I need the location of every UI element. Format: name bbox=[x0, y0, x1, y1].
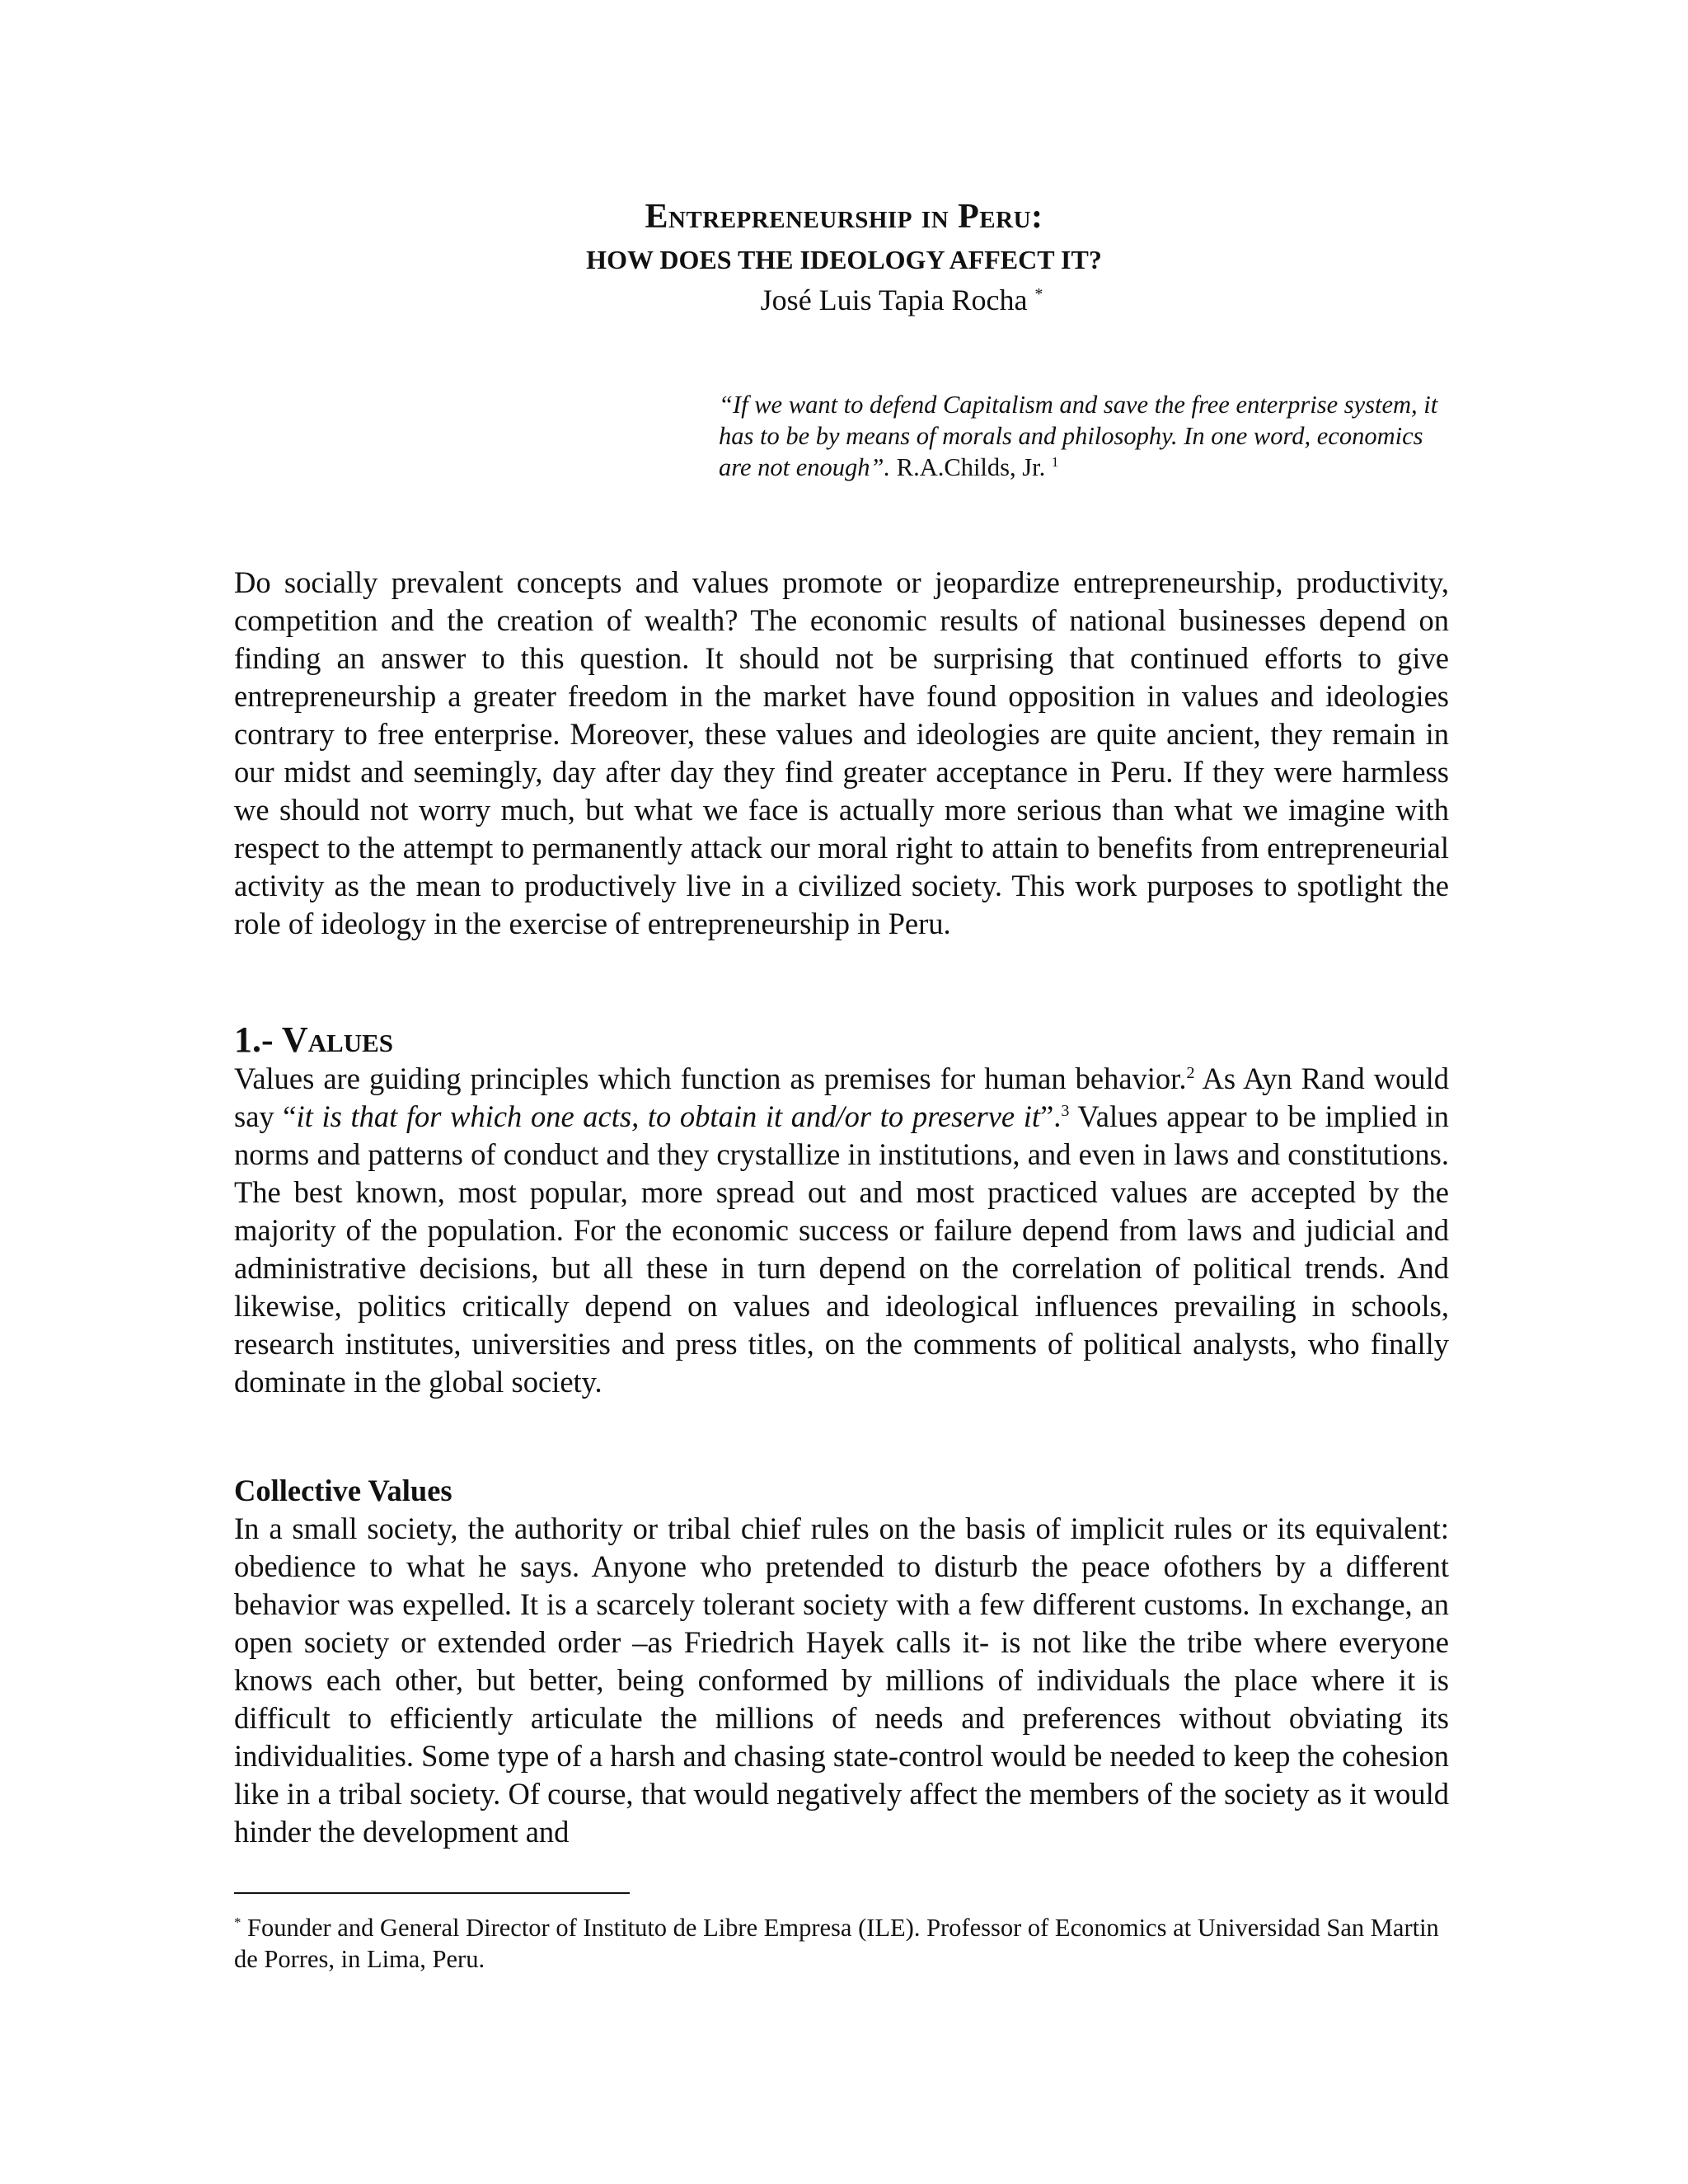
footnote-text: Founder and General Director of Instituto de Libre Empresa (ILE). Professor of Economics at Universidad San Martin de Porres, in Lima, Peru. bbox=[234, 1914, 1439, 1973]
footnote-ref-3: 3 bbox=[1061, 1101, 1070, 1120]
page-subtitle: HOW DOES THE IDEOLOGY AFFECT IT? bbox=[586, 245, 1102, 274]
values-text-mid: As Ayn Rand would say “ bbox=[234, 1062, 1449, 1133]
ayn-rand-quote: it is that for which one acts, to obtain it and/or to preserve it bbox=[296, 1099, 1041, 1133]
footnote bbox=[234, 1912, 1449, 1975]
author-footnote-mark: * bbox=[1034, 285, 1043, 303]
author-line bbox=[0, 280, 1688, 320]
epigraph-quote: “If we want to defend Capitalism and save the free enterprise system, it has to be by means of morals and philosophy. In one word, economics are not enough”. bbox=[719, 391, 1438, 481]
epigraph-attribution: R.A.Childs, Jr. bbox=[896, 453, 1046, 481]
author-name: José Luis Tapia Rocha bbox=[760, 284, 1028, 316]
footnote-divider bbox=[234, 1892, 630, 1894]
epigraph bbox=[719, 389, 1444, 483]
epigraph-note-ref: 1 bbox=[1051, 453, 1059, 470]
values-paragraph bbox=[234, 1060, 1449, 1401]
intro-paragraph: Do socially prevalent concepts and values promote or jeopardize entrepreneurship, productivity, competition and the creation of wealth? The economic results of national businesses depend on finding an answer to this question. It should not be surprising that continued efforts to give entrepreneurship a greater freedom in the market have found opposition in values and ideologies contrary to free enterprise. Moreover, these values and ideologies are quite ancient, they remain in our midst and seemingly, day after day they find greater acceptance in Peru. If they were harmless we should not worry much, but what we face is actually more serious than what we imagine with respect to the attempt to permanently attack our moral right to attain to benefits from entrepreneurial activity as the mean to productively live in a civilized society. This work purposes to spotlight the role of ideology in the exercise of entrepreneurship in Peru. bbox=[234, 565, 1449, 940]
subheading-collective-values: Collective Values bbox=[234, 1474, 452, 1507]
footnote-ref-2: 2 bbox=[1186, 1063, 1195, 1082]
collective-values-paragraph: In a small society, the authority or tribal chief rules on the basis of implicit rules or its equivalent: obedience to what he says. Anyone who pretended to disturb the peace ofothers by a different behavior was expelled. It is a scarcely tolerant society with a few different customs. In exchange, an open society or extended order –as Friedrich Hayek calls it- is not like the tribe where everyone knows each other, but better, being conformed by millions of individuals the place where it is difficult to efficiently articulate the millions of needs and preferences without obviating its individualities. Some type of a harsh and chasing state-control would be needed to keep the cohesion like in a tribal society. Of course, that would negatively affect the members of the society as it would hinder the development and bbox=[234, 1511, 1449, 1849]
values-quote-end: ”. bbox=[1040, 1099, 1062, 1133]
page-title: Entrepreneurship in Peru: bbox=[645, 198, 1043, 236]
values-text-rest: Values appear to be implied in norms and patterns of conduct and they crystallize in institutions, and even in laws and constitutions. The best known, most popular, more spread out and most practiced values are accepted by the majority of the population. For the economic success or failure depend from laws and judicial and administrative decisions, but all these in turn depend on the correlation of political trends. And likewise, politics critically depend on values and ideological influences prevailing in schools, research institutes, universities and press titles, on the comments of political analysts, who finally dominate in the global society. bbox=[234, 1099, 1449, 1399]
footnote-mark: * bbox=[234, 1914, 241, 1930]
values-text-start: Values are guiding principles which function as premises for human behavior. bbox=[234, 1062, 1187, 1095]
title-block bbox=[0, 194, 1688, 320]
section-heading-values: 1.- Values bbox=[234, 1019, 394, 1060]
